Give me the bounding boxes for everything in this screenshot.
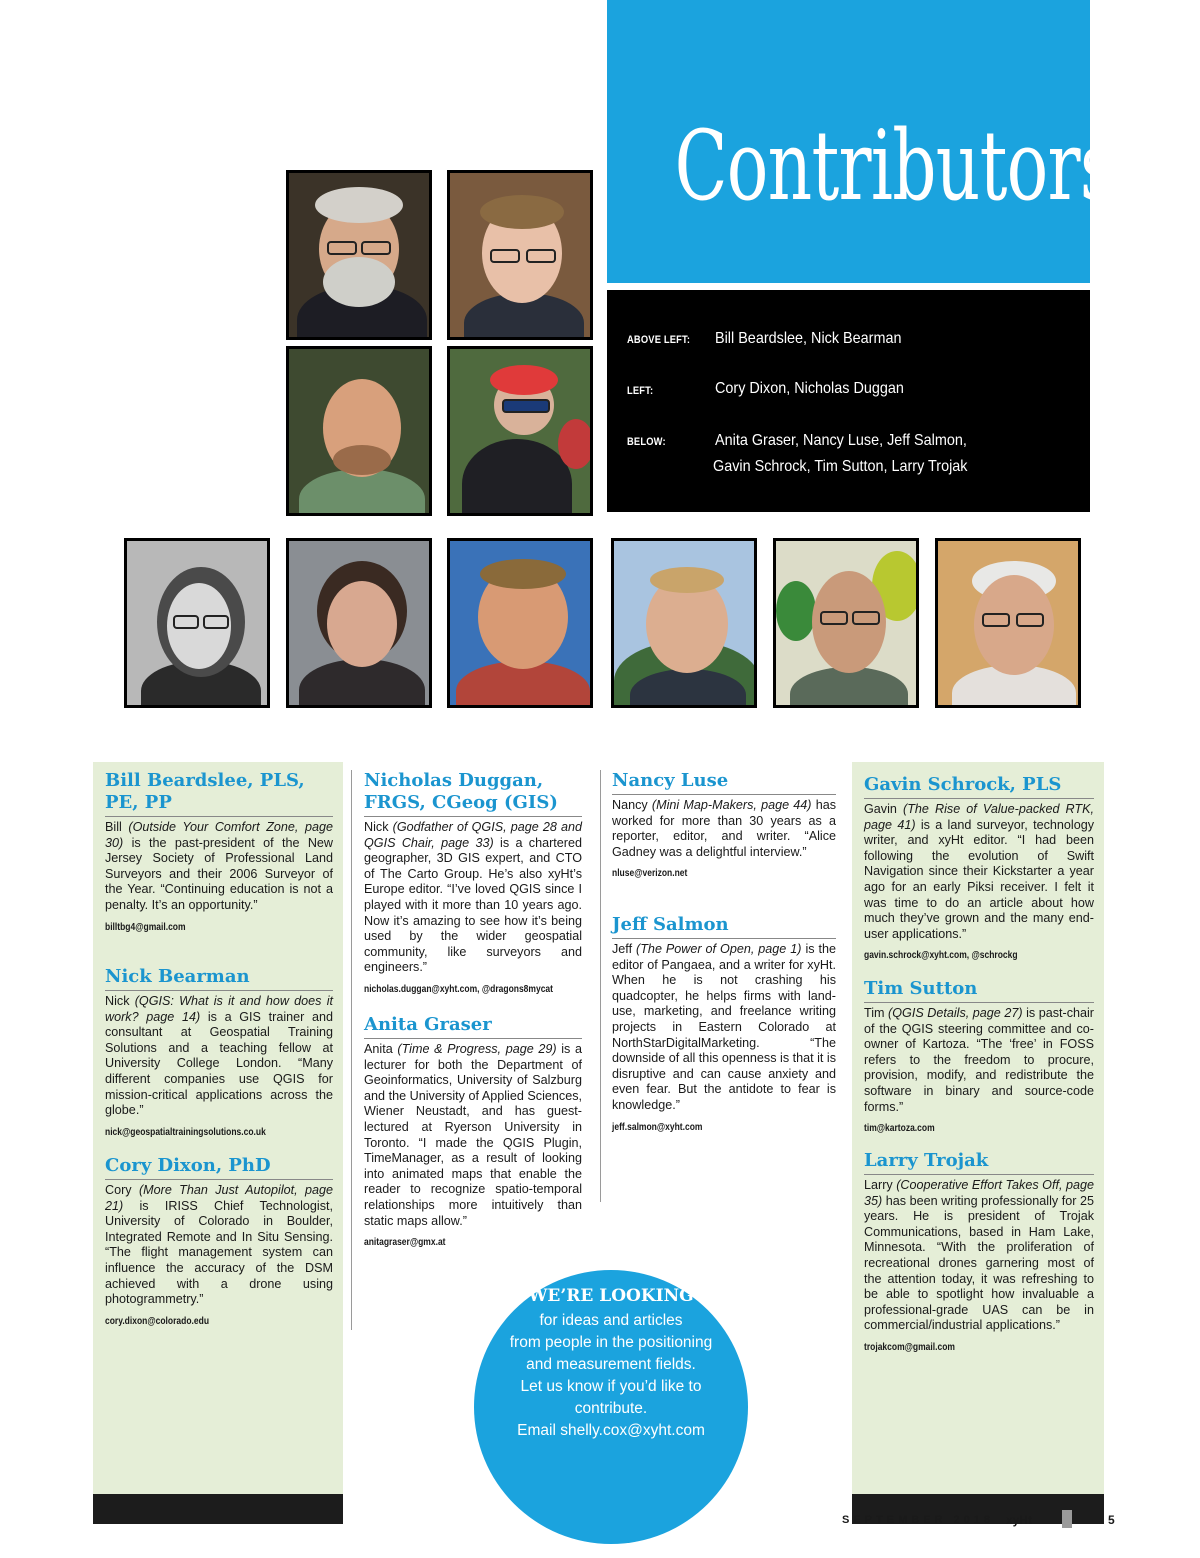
contributor-nicholas-duggan [364,770,582,997]
photo-bill-beardslee [286,170,432,340]
contributor-email: jeff.salmon@xyht.com [612,1121,703,1133]
photo-caption-box [607,290,1090,512]
contributor-name: Anita Graser [364,1014,582,1039]
contributor-email: gavin.schrock@xyht.com, @schrockg [864,950,1018,962]
contributor-nancy-luse [612,770,836,882]
contributor-name: Gavin Schrock, PLS [864,774,1094,799]
title-banner [607,0,1115,283]
photo-larry-trojak [935,538,1081,708]
contributor-name: Larry Trojak [864,1150,1094,1175]
caption-names-above-left: Bill Beardslee, Nick Bearman [715,330,902,347]
contributor-email: trojakcom@gmail.com [864,1341,955,1353]
contributor-bill-beardslee [105,770,333,935]
footer-magazine: xyHt [1006,1513,1033,1527]
photo-anita-graser [124,538,270,708]
photo-nicholas-duggan [447,346,593,516]
contributor-bio: Anita (Time & Progress, page 29) is a lecturer for both the Department of Geoinformatics, University of Salzburg and the University of Applied Sciences, Wiener Neustadt, and has guest-lectured at Ryerson University in Toronto. “I made the QGIS Plugin, TimeManager, as a result of looking into animated maps that enable the reader to recognize spatio-temporal relationships more intuitively than static maps allow.” [364,1042,582,1228]
column-4 [852,762,1104,1524]
contributor-bio: Cory (More Than Just Autopilot, page 21) is IRISS Chief Technologist, University of Colorado in Boulder, Integrated Remote and In Situ Sensing. “The flight management system can influence the accuracy of the DSM achieved with a drone using photogrammetry.” [105,1183,334,1307]
contributor-bio: Nancy (Mini Map-Makers, page 44) has worked for more than 30 years as a reporter, editor, and writer. “Alice Gadney was a delightful interview.” [612,798,836,859]
column-2 [352,762,592,1262]
column-footer-bar [93,1494,343,1524]
contributor-email: cory.dixon@colorado.edu [105,1315,210,1327]
contributor-name: Nancy Luse [612,770,836,795]
contributor-name: Nicholas Duggan, FRGS, CGeog (GIS) [364,770,582,817]
photo-gavin-schrock [611,538,757,708]
footer-date: SEPTEMBER 2018 [842,1514,994,1526]
contributor-email: tim@kartoza.com [864,1123,935,1135]
contributor-nick-bearman [105,966,333,1140]
contributor-name: Cory Dixon, PhD [105,1155,333,1180]
contributor-name: Tim Sutton [864,978,1094,1003]
photo-nick-bearman [447,170,593,340]
contributor-bio: Jeff (The Power of Open, page 1) is the editor of Pangaea, and a writer for xyHt. When he is not crashing his quadcopter, he helps firms with land-use, marketing, and freelance writing projects in Eastern Colorado at NorthStarDigitalMarketing. “The downside of all this openness is that it is disruptive and can cause anxiety and even fear. But the antidote to fear is knowledge.” [612,942,837,1112]
contributor-email: nluse@verizon.net [612,868,688,880]
page-number: 5 [1108,1513,1115,1527]
callout-line: for ideas and articles [539,1312,683,1329]
contributor-bio: Nick (QGIS: What is it and how does it work? page 14) is a GIS trainer and consultant at Geospatial Training Solutions and a teaching fellow at University College London. “Many different companies use QGIS for mission-critical applications across the globe.” [105,994,334,1118]
contributor-bio: Gavin (The Rise of Value-packed RTK, page 41) is a land surveyor, technology writer, and xyHt editor. “I had been following the evolution of Swift Navigation since their Kickstarter a year ago for an early Piksi receiver. I felt it was time to do an article about how much they’ve grown and the many end-user applications.” [864,802,1095,941]
callout-line: and measurement fields. [526,1356,696,1373]
footer-divider-block [1062,1510,1072,1528]
caption-label-left: LEFT: [627,385,654,397]
photo-nancy-luse [286,538,432,708]
column-3 [600,762,846,1162]
contributor-name: Nick Bearman [105,966,333,991]
photo-jeff-salmon [447,538,593,708]
caption-names-left: Cory Dixon, Nicholas Duggan [715,380,904,397]
page-title: Contributors [674,110,1115,222]
contributor-gavin-schrock [864,774,1094,964]
contributor-bio: Larry (Cooperative Effort Takes Off, page 35) has been writing professionally for 25 years. He is president of Trojak Communications, based in Ham Lake, Minnesota. “With the proliferation of recreational drones garnering most of the attention today, it was refreshing to be able to spotlight how invaluable a professional-grade UAS can be in commercial/industrial applications.” [864,1178,1094,1333]
contributor-bio: Nick (Godfather of QGIS, page 28 and QGIS Chair, page 33) is a chartered geographer, 3D GIS expert, and CTO of The Carto Group. He’s also xyHt’s Europe editor. “I’ve loved QGIS since I played with it more than 10 years ago. Now it’s amazing to see how it’s being used by the wider geospatial community, like surveyors and engineers.” [364,820,583,975]
caption-names-below-1: Anita Graser, Nancy Luse, Jeff Salmon, [715,432,967,449]
contributor-cory-dixon [105,1155,333,1329]
photo-tim-sutton [773,538,919,708]
callout-line: from people in the positioning [509,1334,713,1351]
contributor-larry-trojak [864,1150,1094,1355]
photo-cory-dixon [286,346,432,516]
callout-line: Let us know if you’d like to [520,1378,702,1395]
column-1 [93,762,343,1524]
contributor-email: billtbg4@gmail.com [105,921,186,933]
callout-heading: WE’RE LOOKING [528,1286,694,1306]
contributor-name: Jeff Salmon [612,914,836,939]
page-footer [842,1510,1172,1534]
contributor-jeff-salmon [612,914,836,1135]
contributor-callout [474,1270,748,1544]
contributor-email: nick@geospatialtrainingsolutions.co.uk [105,1126,266,1138]
callout-line: contribute. [574,1400,648,1417]
contributor-email: nicholas.duggan@xyht.com, @dragons8mycat [364,983,553,995]
caption-names-below-2: Gavin Schrock, Tim Sutton, Larry Trojak [713,458,968,475]
contributor-bio: Bill (Outside Your Comfort Zone, page 30) is the past-president of the New Jersey Society of Professional Land Surveyors and their 2006 Surveyor of the Year. “Continuing education is not a penalty. It’s an opportunity.” [105,820,334,912]
callout-body [484,1310,738,1442]
caption-label-above-left: ABOVE LEFT: [627,334,691,346]
contributor-tim-sutton [864,978,1094,1137]
callout-email: Email shelly.cox@xyht.com [517,1422,705,1439]
contributor-email: anitagraser@gmx.at [364,1237,446,1249]
caption-label-below: BELOW: [627,436,666,448]
contributor-anita-graser [364,1014,582,1251]
contributor-bio: Tim (QGIS Details, page 27) is past-chair of the QGIS steering committee and co-owner of Kartoza. “The ‘free’ in FOSS refers to the freedom to procure, provision, modify, and redistribute the software in binary and source-code forms.” [864,1006,1094,1114]
contributor-name: Bill Beardslee, PLS, PE, PP [105,770,333,817]
